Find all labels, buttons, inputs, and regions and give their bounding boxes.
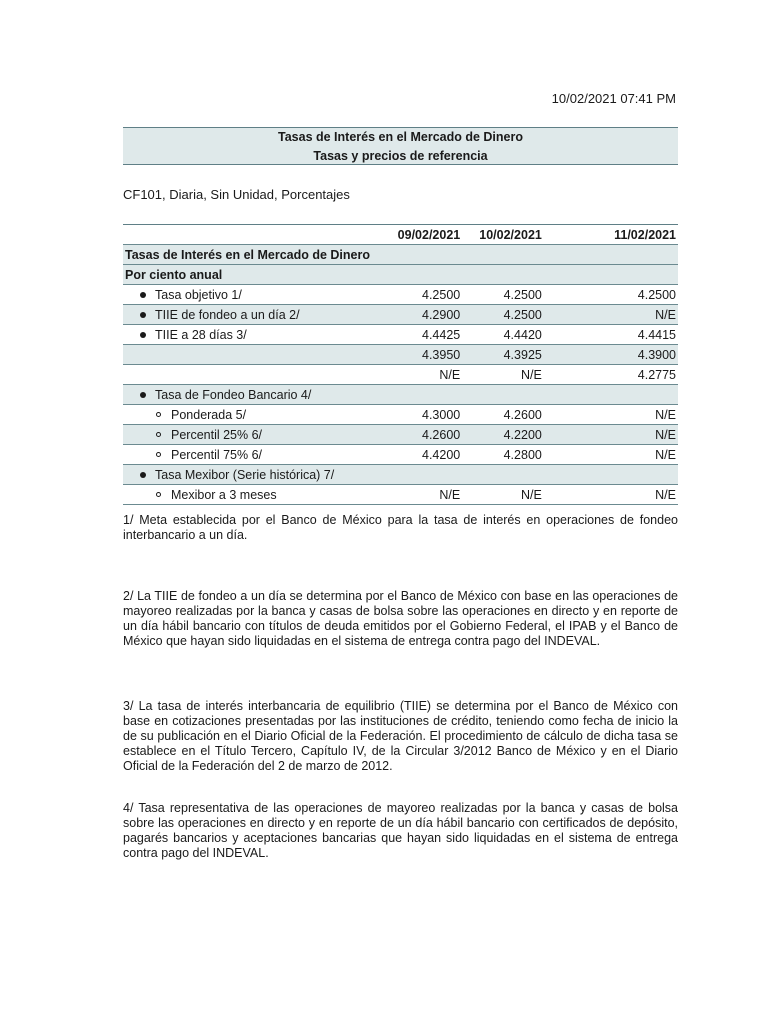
row-value: 4.2900 xyxy=(372,305,462,325)
row-value: N/E xyxy=(544,445,678,465)
row-value: 4.3950 xyxy=(372,345,462,365)
row-value xyxy=(544,385,678,405)
row-value: N/E xyxy=(462,365,544,385)
row-value: 4.4200 xyxy=(372,445,462,465)
row-label xyxy=(123,365,372,385)
header-date-3: 11/02/2021 xyxy=(544,225,678,245)
row-value xyxy=(462,465,544,485)
row-label: Mexibor a 3 meses xyxy=(171,487,277,502)
bullet-icon xyxy=(140,472,146,478)
table-row xyxy=(123,285,678,305)
row-value: N/E xyxy=(544,485,678,505)
circle-bullet-icon xyxy=(156,412,161,417)
section-row xyxy=(123,245,678,265)
row-label: Tasa Mexibor (Serie histórica) 7/ xyxy=(155,467,335,482)
row-value: N/E xyxy=(544,405,678,425)
table-row xyxy=(123,365,678,385)
row-value: 4.3900 xyxy=(544,345,678,365)
header-label xyxy=(123,225,372,245)
table-header-row xyxy=(123,225,678,245)
header-date-1: 09/02/2021 xyxy=(372,225,462,245)
row-value: 4.2800 xyxy=(462,445,544,465)
report-title: Tasas de Interés en el Mercado de Dinero xyxy=(278,130,523,144)
bullet-icon xyxy=(140,332,146,338)
row-value: N/E xyxy=(544,305,678,325)
row-value: N/E xyxy=(462,485,544,505)
row-value xyxy=(544,465,678,485)
subsection-row xyxy=(123,265,678,285)
row-value: 4.3000 xyxy=(372,405,462,425)
row-value: 4.2600 xyxy=(372,425,462,445)
report-title-box xyxy=(123,127,678,165)
row-label: Ponderada 5/ xyxy=(171,407,247,422)
row-value: N/E xyxy=(372,365,462,385)
row-label: TIIE de fondeo a un día 2/ xyxy=(155,307,300,322)
footnote-2: 2/ La TIIE de fondeo a un día se determina por el Banco de México con base en las operaciones de mayoreo realizadas por la banca y casas de bolsa sobre las operaciones en directo y en reporte de un día hábil bancario con títulos de deuda emitidos por el Gobierno Federal, el IPAB y el Banco de México que hayan sido liquidadas en el sistema de entrega contra pago del INDEVAL. xyxy=(123,589,678,648)
table-row xyxy=(123,465,678,485)
row-value xyxy=(372,385,462,405)
footnote-1: 1/ Meta establecida por el Banco de México para la tasa de interés en operaciones de fondeo interbancario a un día. xyxy=(123,513,678,542)
header-date-2: 10/02/2021 xyxy=(462,225,544,245)
row-value: 4.4415 xyxy=(544,325,678,345)
table-row xyxy=(123,425,678,445)
row-label: Tasa objetivo 1/ xyxy=(155,287,242,302)
row-value: 4.4420 xyxy=(462,325,544,345)
bullet-icon xyxy=(140,312,146,318)
row-value: 4.2500 xyxy=(544,285,678,305)
row-value: 4.2200 xyxy=(462,425,544,445)
row-value: 4.3925 xyxy=(462,345,544,365)
row-value: 4.2500 xyxy=(372,285,462,305)
row-value: 4.2500 xyxy=(462,305,544,325)
section-title: Tasas de Interés en el Mercado de Dinero xyxy=(123,245,372,265)
series-info: CF101, Diaria, Sin Unidad, Porcentajes xyxy=(123,187,350,202)
row-label: Percentil 25% 6/ xyxy=(171,427,263,442)
row-value: 4.2600 xyxy=(462,405,544,425)
circle-bullet-icon xyxy=(156,432,161,437)
circle-bullet-icon xyxy=(156,492,161,497)
row-label: Percentil 75% 6/ xyxy=(171,447,263,462)
row-value: 4.2500 xyxy=(462,285,544,305)
row-value: 4.4425 xyxy=(372,325,462,345)
table-row xyxy=(123,325,678,345)
table-row xyxy=(123,445,678,465)
table-row xyxy=(123,305,678,325)
table-row xyxy=(123,345,678,365)
report-subtitle: Tasas y precios de referencia xyxy=(313,149,488,163)
subsection-title: Por ciento anual xyxy=(123,265,372,285)
row-value: N/E xyxy=(372,485,462,505)
row-value: 4.2775 xyxy=(544,365,678,385)
table-row xyxy=(123,385,678,405)
row-value xyxy=(372,465,462,485)
footnote-4: 4/ Tasa representativa de las operaciones de mayoreo realizadas por la banca y casas de bolsa sobre las operaciones en directo y en reporte de un día hábil bancario con certificados de depósito, pagarés bancarios y aceptaciones bancarias que hayan sido liquidadas en el sistema de entrega contra pago del INDEVAL. xyxy=(123,801,678,860)
table-row xyxy=(123,485,678,505)
row-value xyxy=(462,385,544,405)
row-value: N/E xyxy=(544,425,678,445)
bullet-icon xyxy=(140,292,146,298)
row-label: TIIE a 28 días 3/ xyxy=(155,327,247,342)
row-label xyxy=(123,345,372,365)
table-row xyxy=(123,405,678,425)
row-label: Tasa de Fondeo Bancario 4/ xyxy=(155,387,312,402)
footnote-3: 3/ La tasa de interés interbancaria de equilibrio (TIIE) se determina por el Banco de México con base en cotizaciones presentadas por las instituciones de crédito, teniendo como fecha de inicio la de su publicación en el Diario Oficial de la Federación. El procedimiento de cálculo de dicha tasa se establece en el Título Tercero, Capítulo IV, de la Circular 3/2012 Banco de México y en el Diario Oficial de la Federación del 2 de marzo de 2012. xyxy=(123,699,678,773)
circle-bullet-icon xyxy=(156,452,161,457)
report-timestamp: 10/02/2021 07:41 PM xyxy=(551,91,676,106)
bullet-icon xyxy=(140,392,146,398)
rates-table xyxy=(123,224,678,505)
